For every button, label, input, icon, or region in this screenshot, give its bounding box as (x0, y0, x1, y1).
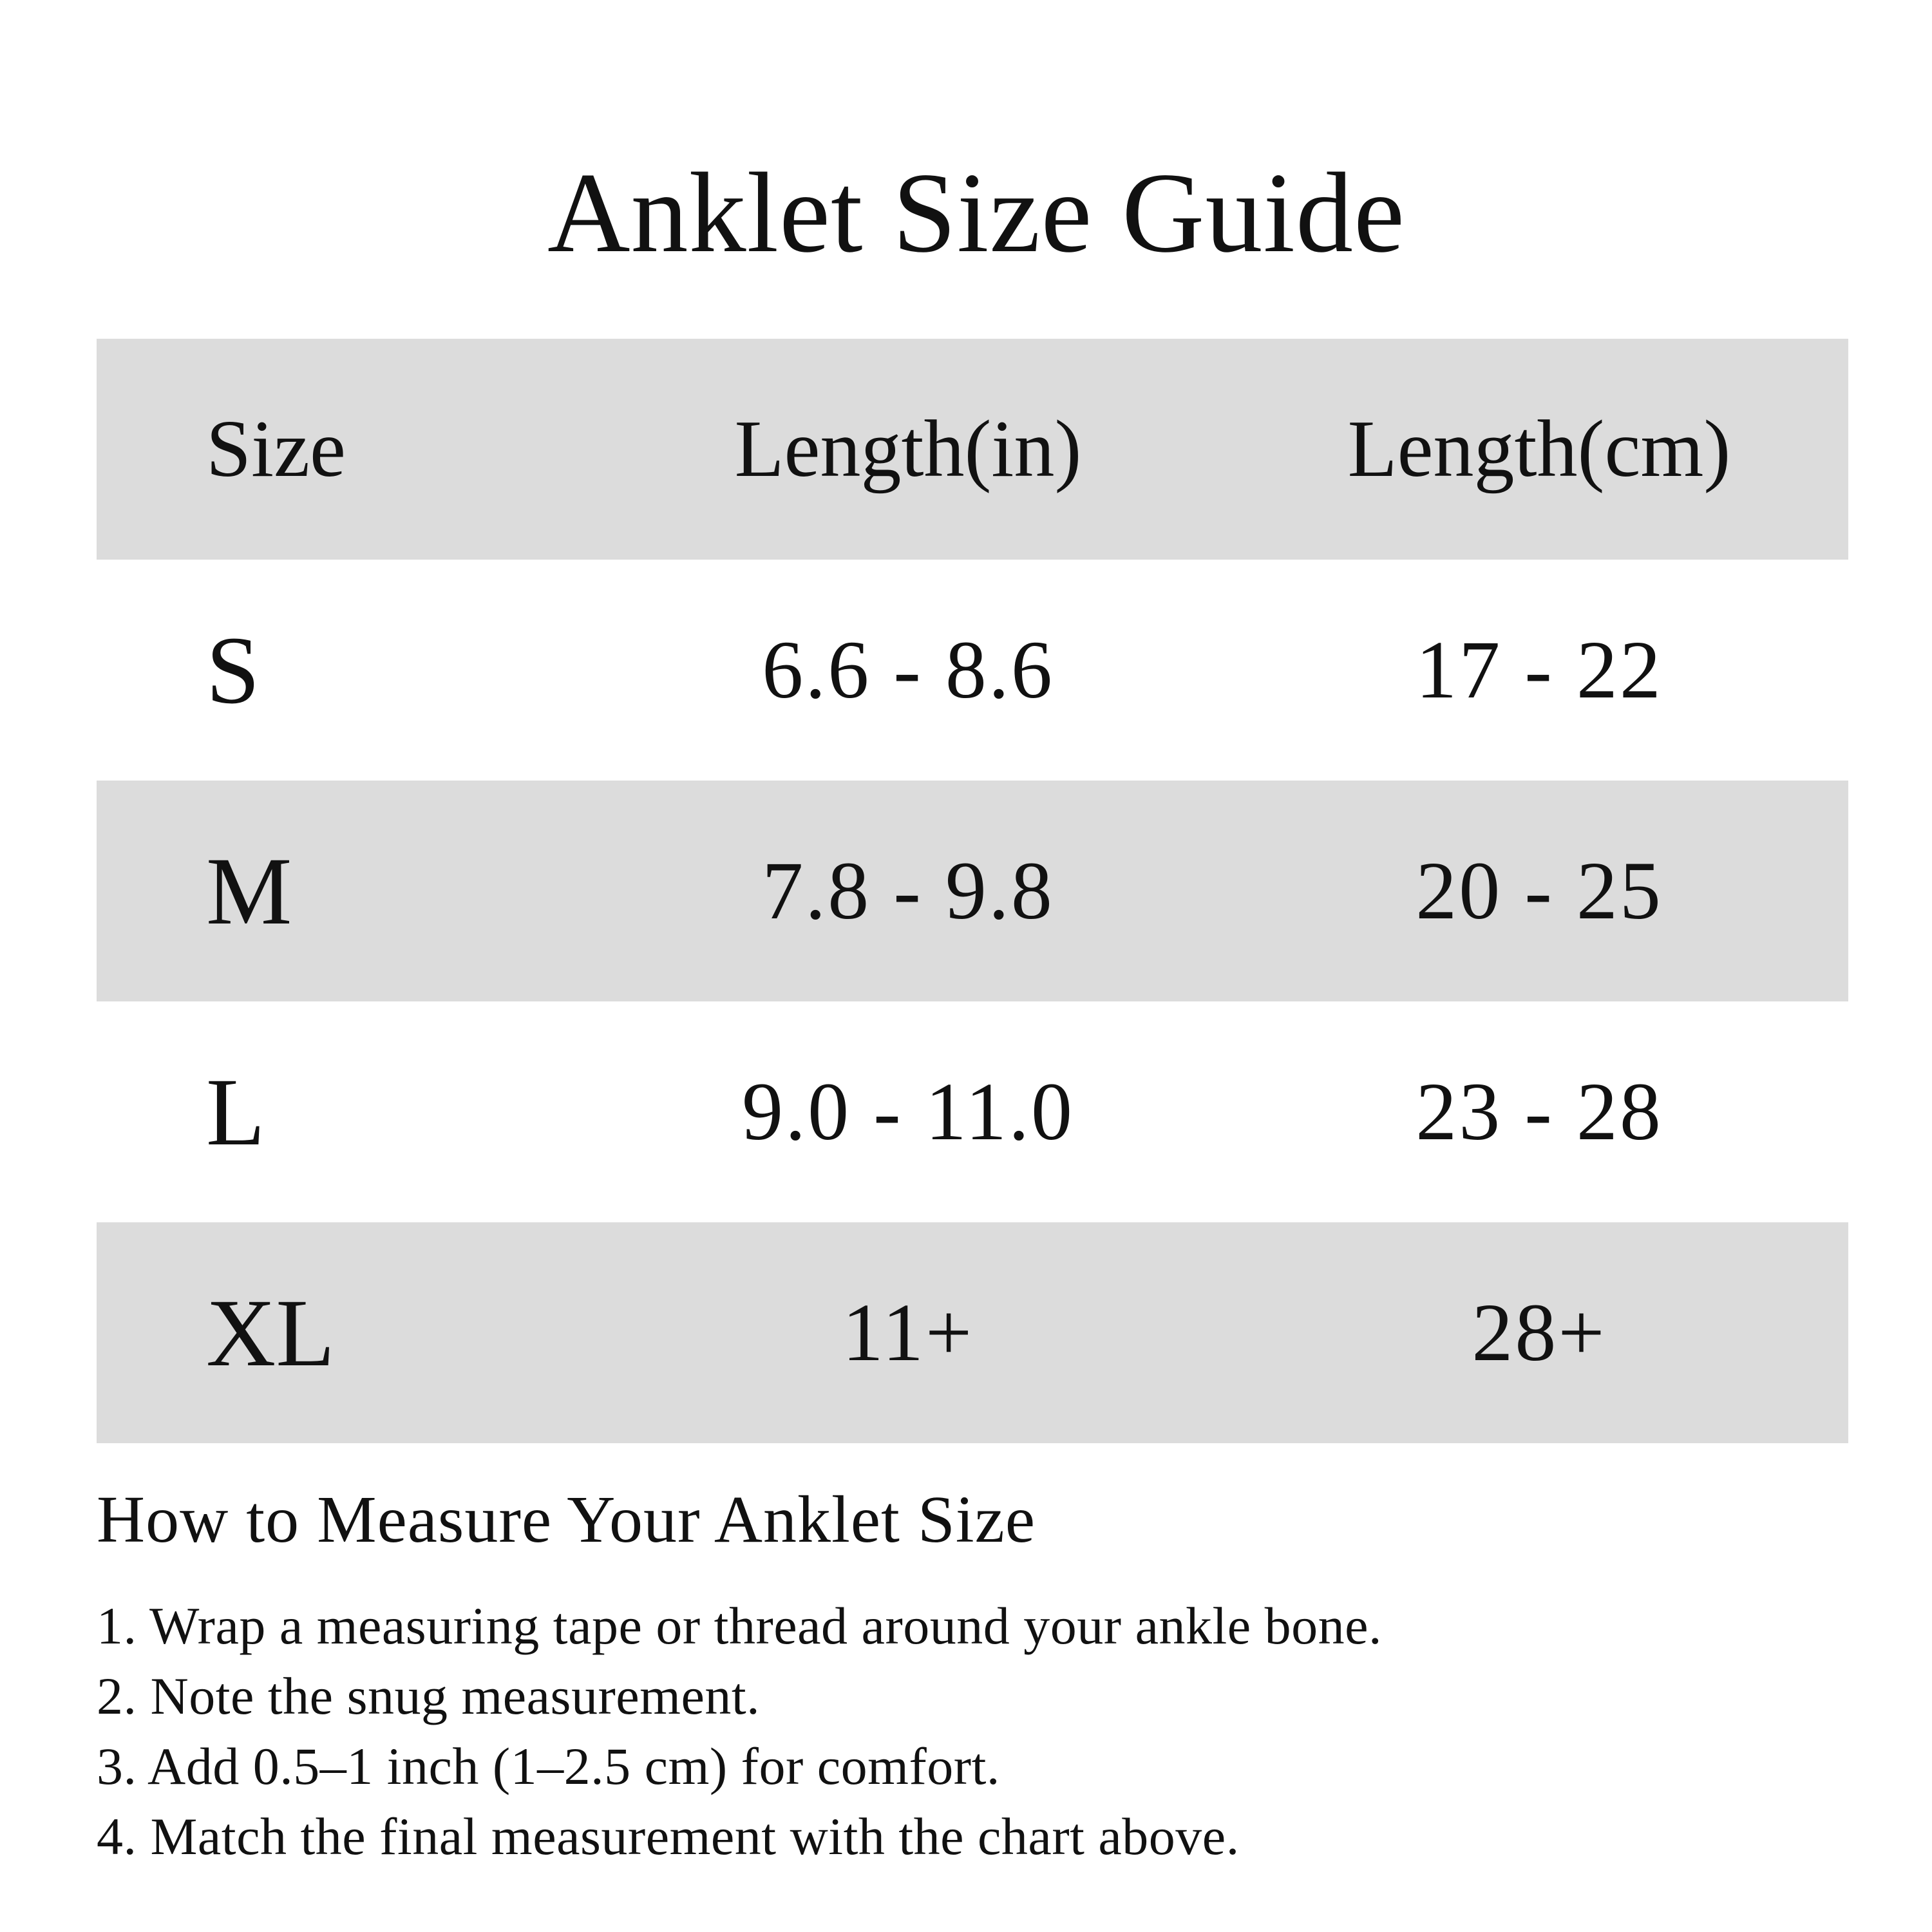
table-row (97, 781, 1848, 1001)
page-title: Anklet Size Guide (547, 149, 1405, 276)
table-row (97, 1222, 1848, 1443)
length-cm-cell: 17 - 22 (1416, 624, 1663, 715)
list-item: 2. Note the snug measurement. (97, 1667, 761, 1725)
size-cell: XL (206, 1279, 335, 1387)
header-size: Size (206, 404, 346, 494)
length-in-cell: 9.0 - 11.0 (742, 1066, 1074, 1157)
size-cell: S (206, 616, 260, 724)
length-cm-cell: 28+ (1472, 1287, 1607, 1378)
length-cm-cell: 23 - 28 (1416, 1066, 1663, 1157)
table-row (97, 1001, 1848, 1222)
size-cell: M (206, 837, 292, 945)
size-table (97, 339, 1848, 1443)
howto-heading: How to Measure Your Anklet Size (97, 1482, 1036, 1557)
length-in-cell: 7.8 - 9.8 (762, 845, 1054, 936)
list-item: 3. Add 0.5–1 inch (1–2.5 cm) for comfort. (97, 1737, 1000, 1795)
header-length-cm: Length(cm) (1347, 404, 1731, 494)
table-row (97, 560, 1848, 781)
length-cm-cell: 20 - 25 (1416, 845, 1663, 936)
length-in-cell: 6.6 - 8.6 (762, 624, 1054, 715)
length-in-cell: 11+ (842, 1287, 974, 1378)
header-length-in: Length(in) (734, 404, 1082, 494)
howto-steps (97, 1591, 1382, 1871)
list-item: 1. Wrap a measuring tape or thread around your ankle bone. (97, 1596, 1383, 1655)
list-item: 4. Match the final measurement with the chart above. (97, 1807, 1240, 1866)
table-header-row (97, 339, 1848, 560)
size-cell: L (206, 1058, 265, 1166)
